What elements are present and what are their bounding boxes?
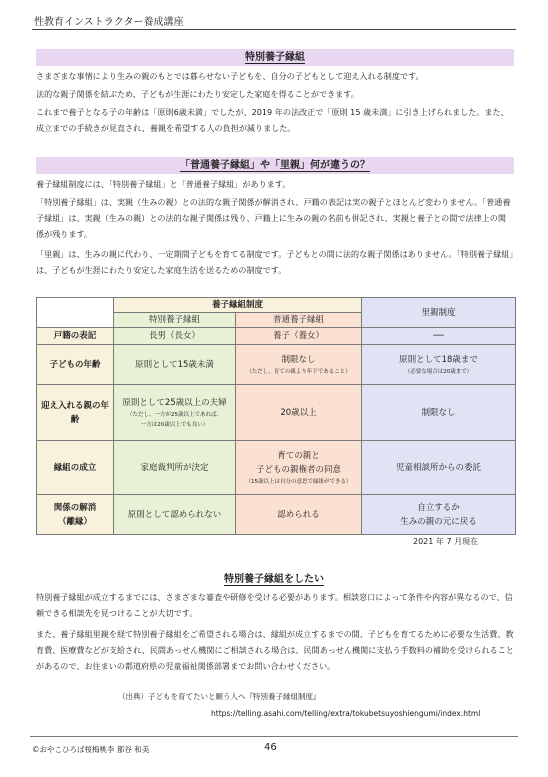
table-cell-note: （15歳以上は自分の意思で縁組ができる）	[245, 478, 352, 485]
table-cell-note: （必要な場合は20歳まで）	[404, 368, 473, 375]
table-col-header-tokubetsu: 特別養子縁組	[114, 313, 236, 328]
table-cell: 長男（長女）	[114, 328, 236, 345]
table-cell-text: 生みの親の元に戻る	[400, 516, 477, 527]
section-heading-text: 「普通養子縁組」や「里親」何が違うの？	[180, 160, 370, 171]
table-cell-text: 育ての親と	[277, 450, 320, 461]
table-cell: 認められる	[236, 495, 362, 535]
table-cell: 原則として15歳未満	[114, 345, 236, 385]
table-cell-note: （ただし、一方が25歳以上であれば、	[127, 411, 222, 418]
table-cell-text: 子どもの親権者の同意	[256, 464, 342, 475]
table-row-label: 迎え入れる親の年齢	[37, 385, 114, 441]
table-cell	[362, 345, 516, 385]
table-cell	[362, 495, 516, 535]
table-row	[37, 345, 516, 385]
table-cell	[114, 385, 236, 441]
table-cell: 家庭裁判所が決定	[114, 441, 236, 495]
table-row	[37, 495, 516, 535]
adoption-comparison-table	[36, 297, 516, 535]
table-cell: 20歳以上	[236, 385, 362, 441]
table-cell-text: 原則として18歳まで	[399, 354, 478, 365]
table-cell: 養子（養女）	[236, 328, 362, 345]
table-cell: 児童相談所からの委託	[362, 441, 516, 495]
paragraph: 「特別養子縁組」は、実親（生みの親）との法的な親子関係が解消され、戸籍の表記は実の親子とほとんど変わりません。「普通養子縁組」は、実親（生みの親）との法的な親子関係は残り、戸籍上に生みの親の名前も併記され、実親と養子との間で法律上の関係が残ります。	[36, 197, 511, 239]
table-cell-note: 一方は20歳以上でも良い）	[140, 421, 209, 428]
paragraph: 養子縁組制度には、「特別養子縁組」と「普通養子縁組」があります。	[36, 179, 291, 189]
paragraph: 特別養子縁組が成立するまでには、さまざまな審査や研修を受ける必要があります。相談窓口によって条件や内容が異なるので、信頼できる相談先を見つけることが大切です。	[36, 592, 513, 618]
table-cell-text: 原則として25歳以上の夫婦	[122, 397, 227, 408]
table-row	[37, 328, 516, 345]
table-corner-cell	[37, 298, 114, 328]
table-col-header-futsu: 普通養子縁組	[236, 313, 362, 328]
paragraph: 法的な親子関係を結ぶため、子どもが生涯にわたり安定した家庭を得ることができます。	[36, 89, 359, 99]
paragraph: これまで養子となる子の年齢は「原則6歳未満」でしたが、2019 年の法改正で「原則 15 歳未満」に引き上げられました。また、成立までの手続きが見直され、養親を希望する人の負担が減りました。	[36, 107, 509, 133]
table-row-label-text: （離縁）	[57, 516, 92, 527]
table-row-label: 縁組の成立	[37, 441, 114, 495]
page-number: 46	[264, 742, 277, 753]
table-row	[37, 385, 516, 441]
table-group-header: 養子縁組制度	[114, 298, 362, 313]
table-cell: 原則として認められない	[114, 495, 236, 535]
section-heading-tokubetsu	[36, 49, 514, 66]
table-row-label-text: 関係の解消	[53, 502, 97, 513]
section-heading-text: 特別養子縁組をしたい	[224, 574, 324, 585]
table-row-label	[37, 495, 114, 535]
footer-author: ©おやこひろば桜梅桃李 都谷 和美	[32, 745, 150, 754]
table-row	[37, 441, 516, 495]
footer-divider	[30, 736, 518, 737]
table-row-label: 子どもの年齢	[37, 345, 114, 385]
table-cell: ──	[362, 328, 516, 345]
table-cell: 制限なし	[362, 385, 516, 441]
table-cell-text: 制限なし	[281, 354, 316, 365]
table-row-label: 戸籍の表記	[37, 328, 114, 345]
table-cell	[236, 441, 362, 495]
table-cell-note: （ただし、育ての親より年下であること）	[246, 368, 351, 375]
paragraph: さまざまな事情により生みの親のもとでは暮らせない子どもを、自分の子どもとして迎え入れる制度です。	[36, 71, 424, 81]
source-citation: （出典）子どもを育てたいと願う人へ『特別養子縁組制度』	[118, 692, 321, 701]
section-heading-text: 特別養子縁組	[245, 52, 305, 63]
section-heading-difference	[36, 157, 514, 174]
paragraph: 「里親」は、生みの親に代わり、一定期間子どもを育てる制度です。子どもとの間に法的な親子関係はありません。「特別養子縁組」は、子どもが生涯にわたり安定した家庭生活を送るための制度です。	[36, 249, 514, 275]
table-cell	[236, 345, 362, 385]
source-url: https://telling.asahi.com/telling/extra/tokubetsuyoshiengumi/index.html	[211, 709, 481, 718]
document-header-title: 性教育インストラクター養成講座	[34, 17, 184, 28]
section-heading-want-to-adopt	[0, 570, 548, 585]
paragraph: また、養子縁組里親を経て特別養子縁組をご希望される場合は、縁組が成立するまでの間、子どもを育てるために必要な生活費、教育費、医療費などが支給され、民間あっせん機関にご相談される場合は、民間あっせん機関に支払う手数料の補助を受けられることがあるので、お住まいの都道府県の児童福祉関係部署までお問い合わせください。	[36, 629, 514, 671]
table-cell-text: 自立するか	[417, 502, 460, 513]
header-divider	[32, 29, 516, 30]
table-date-note: 2021 年 7 月現在	[413, 537, 479, 546]
table-col-header-satooya: 里親制度	[362, 298, 516, 328]
